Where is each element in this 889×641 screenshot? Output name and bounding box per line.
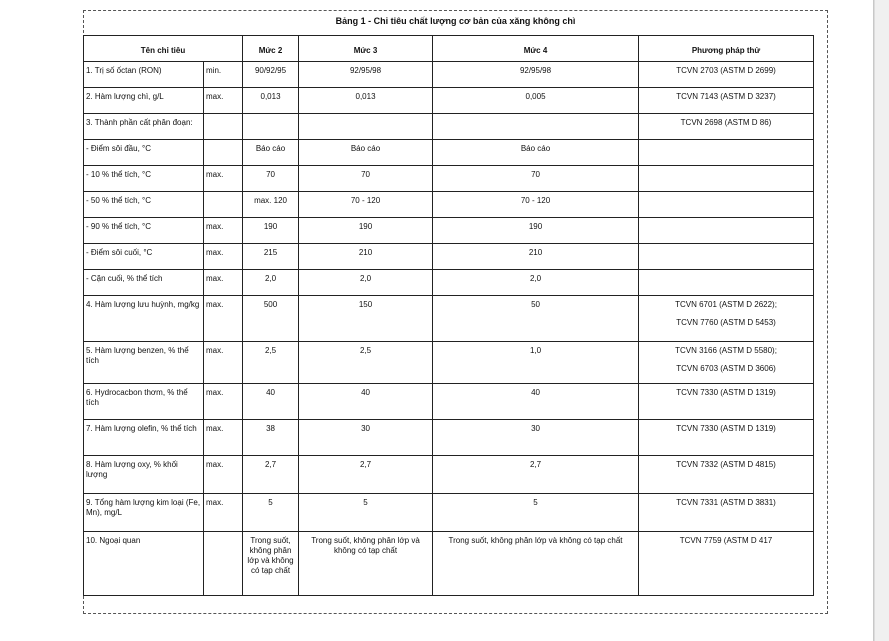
row-level-3: 92/95/98 [299,62,433,88]
page-edge [873,0,889,641]
row-level-3 [299,114,433,140]
row-level-2: 90/92/95 [243,62,299,88]
method-line: TCVN 7760 (ASTM D 5453) [676,318,776,327]
row-level-3: 2,5 [299,342,433,384]
row-name: 8. Hàm lượng oxy, % khối lượng [84,456,204,494]
method-line: TCVN 7759 (ASTM D 417 [679,536,773,545]
header-level-4: Mức 4 [433,36,639,62]
row-level-3: 150 [299,296,433,342]
row-method [639,494,814,532]
quality-table [83,35,814,596]
row-level-4: 50 [433,296,639,342]
row-name: 9. Tổng hàm lượng kim loại (Fe, Mn), mg/L [84,494,204,532]
row-method [639,342,814,384]
row-limit: max. [204,494,243,532]
table-row [84,420,814,456]
row-level-2: 2,5 [243,342,299,384]
row-level-2: Trong suốt, không phân lớp và không có tạp chất [243,532,299,596]
row-level-2 [243,114,299,140]
row-limit [204,532,243,596]
table-row [84,140,814,166]
row-method [639,296,814,342]
row-limit: max. [204,218,243,244]
row-name: 2. Hàm lượng chì, g/L [84,88,204,114]
table-row [84,88,814,114]
row-level-3: 210 [299,244,433,270]
row-limit: min. [204,62,243,88]
row-level-3: 70 [299,166,433,192]
table-row [84,114,814,140]
row-method [639,456,814,494]
table-row [84,62,814,88]
row-method [639,420,814,456]
row-method [639,218,814,244]
row-name: 4. Hàm lượng lưu huỳnh, mg/kg [84,296,204,342]
row-method [639,166,814,192]
row-name: 6. Hydrocacbon thơm, % thể tích [84,384,204,420]
row-level-3: 2,0 [299,270,433,296]
row-level-2: max. 120 [243,192,299,218]
row-limit: max. [204,166,243,192]
row-name: - Điểm sôi đầu, °C [84,140,204,166]
row-name: - 50 % thể tích, °C [84,192,204,218]
row-level-4: 5 [433,494,639,532]
row-level-4: 92/95/98 [433,62,639,88]
row-method [639,192,814,218]
method-line: TCVN 2703 (ASTM D 2699) [676,66,776,75]
row-method [639,532,814,596]
row-method [639,62,814,88]
row-name: 3. Thành phần cất phân đoạn: [84,114,204,140]
row-level-3: 190 [299,218,433,244]
row-method [639,140,814,166]
row-level-3: Báo cáo [299,140,433,166]
row-level-3: 30 [299,420,433,456]
row-name: - Cặn cuối, % thể tích [84,270,204,296]
header-level-3: Mức 3 [299,36,433,62]
row-level-2: 2,7 [243,456,299,494]
table-row [84,532,814,596]
row-method [639,88,814,114]
row-limit [204,192,243,218]
row-name: 5. Hàm lượng benzen, % thể tích [84,342,204,384]
row-level-4: 70 [433,166,639,192]
method-line: TCVN 6703 (ASTM D 3606) [676,364,776,373]
row-level-2: 215 [243,244,299,270]
row-level-4: 40 [433,384,639,420]
table-row [84,494,814,532]
table-row [84,270,814,296]
table-row [84,342,814,384]
method-line: TCVN 7330 (ASTM D 1319) [676,388,776,397]
row-limit: max. [204,296,243,342]
row-limit [204,140,243,166]
method-line: TCVN 2698 (ASTM D 86) [680,118,772,127]
row-level-2: 70 [243,166,299,192]
table-row [84,244,814,270]
row-level-4: 2,7 [433,456,639,494]
header-row [84,36,814,62]
row-method [639,244,814,270]
method-line: TCVN 6701 (ASTM D 2622); [675,300,777,309]
row-limit: max. [204,342,243,384]
row-level-3: 0,013 [299,88,433,114]
header-method: Phương pháp thử [639,36,814,62]
method-line: TCVN 7330 (ASTM D 1319) [676,424,776,433]
row-level-2: 40 [243,384,299,420]
row-level-4: 1,0 [433,342,639,384]
table-row [84,192,814,218]
row-level-3: 5 [299,494,433,532]
row-method [639,114,814,140]
row-name: 1. Trị số ốctan (RON) [84,62,204,88]
row-level-2: 190 [243,218,299,244]
table-row [84,218,814,244]
row-level-2: 500 [243,296,299,342]
row-level-2: 0,013 [243,88,299,114]
row-name: - 90 % thể tích, °C [84,218,204,244]
row-name: 7. Hàm lượng olefin, % thể tích [84,420,204,456]
row-level-4: 30 [433,420,639,456]
row-level-2: Báo cáo [243,140,299,166]
row-level-4: 190 [433,218,639,244]
row-level-3: 40 [299,384,433,420]
table-row [84,456,814,494]
table-title: Bảng 1 - Chỉ tiêu chất lượng cơ bản của xăng không chì [335,16,576,26]
table-row [84,166,814,192]
row-name: 10. Ngoại quan [84,532,204,596]
row-level-4 [433,114,639,140]
row-level-4: 70 - 120 [433,192,639,218]
method-line: TCVN 3166 (ASTM D 5580); [675,346,777,355]
method-line: TCVN 7143 (ASTM D 3237) [676,92,776,101]
header-name: Tên chỉ tiêu [84,36,243,62]
row-level-4: 2,0 [433,270,639,296]
row-name: - 10 % thể tích, °C [84,166,204,192]
row-limit: max. [204,420,243,456]
row-level-2: 5 [243,494,299,532]
row-level-4: Trong suốt, không phân lớp và không có tạp chất [433,532,639,596]
row-name: - Điểm sôi cuối, °C [84,244,204,270]
row-level-2: 2,0 [243,270,299,296]
header-level-2: Mức 2 [243,36,299,62]
row-limit: max. [204,384,243,420]
row-limit: max. [204,456,243,494]
method-line: TCVN 7332 (ASTM D 4815) [676,460,776,469]
row-method [639,270,814,296]
row-level-4: Báo cáo [433,140,639,166]
row-level-3: Trong suốt, không phân lớp và không có tạp chất [299,532,433,596]
method-line: TCVN 7331 (ASTM D 3831) [676,498,776,507]
row-level-3: 70 - 120 [299,192,433,218]
row-limit [204,114,243,140]
table-row [84,296,814,342]
row-limit: max. [204,270,243,296]
row-level-2: 38 [243,420,299,456]
row-limit: max. [204,88,243,114]
row-level-3: 2,7 [299,456,433,494]
row-limit: max. [204,244,243,270]
row-level-4: 210 [433,244,639,270]
row-level-4: 0,005 [433,88,639,114]
table-row [84,384,814,420]
row-method [639,384,814,420]
